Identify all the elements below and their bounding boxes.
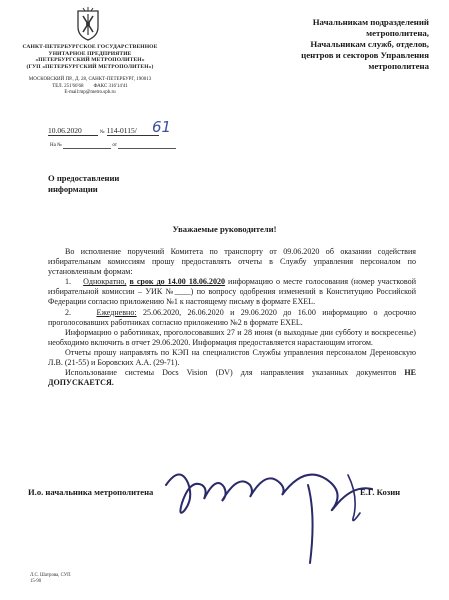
- address-block: [20, 77, 160, 96]
- executor-block: [30, 573, 71, 585]
- item-number-1: 1.: [65, 277, 72, 287]
- organization-block: [20, 44, 160, 97]
- registration-number-label: №: [99, 130, 105, 135]
- body-paragraph-5: Отчеты прошу направлять по КЭП на специалистов Службы управления персоналом Дереновскую Л.В. (21-55) и Боровских А.А. (29-71).: [48, 347, 416, 368]
- letter-body: [48, 247, 416, 388]
- body-paragraph-2: [48, 277, 416, 307]
- body-paragraph-1: Во исполнение поручений Комитета по транспорту от 09.06.2020 об оказании содействия избирательным комиссиям прошу предоставлять отчеты в Службу управления персоналом по установленным формам:: [48, 247, 416, 277]
- reference-number-blank: [63, 143, 111, 149]
- signatory-title: И.о. начальника метрополитена: [28, 487, 154, 497]
- daily-label: Ежедневно:: [96, 307, 137, 317]
- registration-date: 10.06.2020: [48, 126, 98, 136]
- item-1-text: информацию о месте голосования (номер участковой избирательной комиссии – УИК №____) по вопросу одобрения изменений в Конституцию Российской Федерации согласно приложению №1 к настоящему письму в формате EXEL.: [48, 277, 417, 307]
- reference-from-label: от: [112, 143, 117, 148]
- registration-number: 114-0115/: [107, 126, 159, 136]
- item-2-text: 25.06.2020, 26.06.2020 и 29.06.2020 до 16.00 информацию о досрочно проголосовавших работниках согласно приложению №2 в формате EXEL.: [48, 307, 416, 327]
- body-paragraph-3: [48, 308, 416, 328]
- reference-label: На №: [50, 143, 62, 148]
- addressee-line-3: Начальникам служб, отделов,: [310, 39, 429, 49]
- executor-name: Л.С. Шатрова, СУП: [30, 573, 71, 578]
- org-line-2: УНИТАРНОЕ ПРЕДПРИЯТИЕ: [48, 50, 132, 57]
- addressee-block: [244, 17, 429, 72]
- addressee-line-4: центров и секторов Управления: [301, 50, 429, 60]
- registration-line: [48, 118, 172, 136]
- phone-fax-line: ТЕЛ. 251'66'68 ФАКС 316'14'41: [52, 83, 128, 89]
- reference-date-blank: [118, 143, 176, 149]
- item-number-2: 2.: [65, 307, 72, 317]
- once-label: Однократно,: [83, 277, 127, 287]
- subject-line-2: информации: [48, 183, 98, 194]
- subject-line-1: О предоставлении: [48, 173, 120, 183]
- coat-of-arms-emblem: [75, 7, 101, 41]
- body-paragraph-6: [48, 368, 416, 388]
- address-line: МОСКОВСКИЙ ПР., Д. 28, САНКТ-ПЕТЕРБУРГ, 190013: [28, 77, 152, 83]
- org-line-1: САНКТ-ПЕТЕРБУРГСКОЕ ГОСУДАРСТВЕННОЕ: [22, 44, 158, 50]
- body-paragraph-4: Информацию о работниках, проголосовавших 27 и 28 июня (в выходные дни субботу и воскресенье) необходимо включить в отчет 29.06.2020. Информация предоставляется нарастающим итогом.: [48, 327, 416, 347]
- handwritten-registration-number: 61: [152, 118, 172, 136]
- email-line: E-mail:mp@metro.spb.ru: [64, 90, 116, 96]
- executor-phone: 15-90: [30, 579, 42, 584]
- signatory-name: Е.Г. Козин: [360, 487, 401, 497]
- reference-line: [50, 143, 176, 149]
- addressee-line-1: Начальникам подразделений: [312, 17, 429, 27]
- addressee-line-2: метрополитена,: [366, 28, 429, 38]
- handwritten-signature: [158, 455, 383, 567]
- docs-vision-text: Использование системы Docs Vision (DV) для направления указанных документов: [65, 368, 405, 378]
- greeting: Уважаемые руководители!: [172, 224, 277, 234]
- addressee-line-5: метрополитена: [368, 61, 429, 71]
- not-allowed-text: НЕ ДОПУСКАЕТСЯ.: [48, 368, 416, 388]
- org-line-4: (ГУП «ПЕТЕРБУРГСКИЙ МЕТРОПОЛИТЕН»): [26, 63, 154, 70]
- deadline-text: в срок до 14.00 18.06.2020: [129, 277, 226, 287]
- letter-subject: [48, 173, 119, 194]
- org-line-3: «ПЕТЕРБУРГСКИЙ МЕТРОПОЛИТЕН»: [35, 57, 145, 64]
